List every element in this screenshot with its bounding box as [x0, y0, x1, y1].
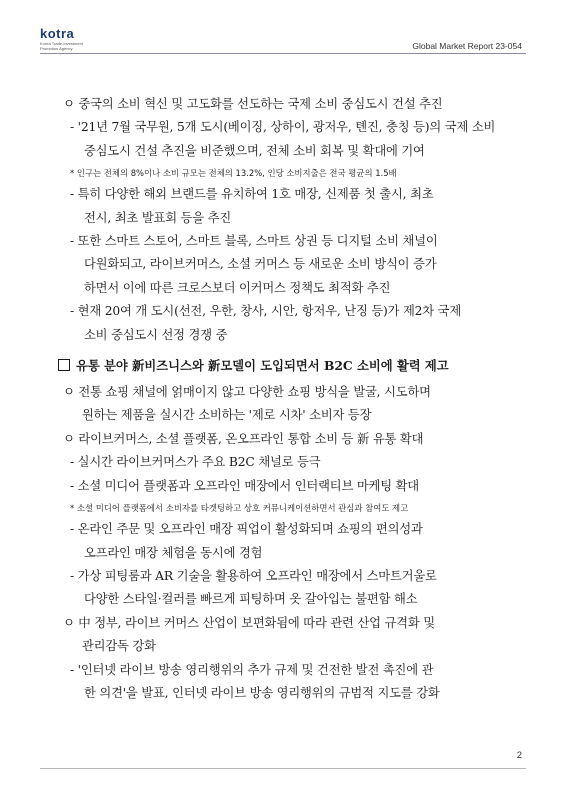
logo-subtitle-2: Promotion Agency: [40, 46, 73, 51]
continuation-line: 전시, 최초 발표회 등을 추진: [84, 210, 232, 225]
footnote-line: * 인구는 전체의 8%이나 소비 규모는 전체의 13.2%, 인당 소비지출은 전국 평균의 1.5배: [70, 168, 397, 179]
continuation-line: 소비 중심도시 선정 경쟁 중: [84, 327, 228, 342]
footnote-line: * 소셜 미디어 플랫폼에서 소비자를 타겟팅하고 상호 커뮤니케이션하면서 관심과 참여도 제고: [70, 503, 409, 514]
continuation-line: 하면서 이에 따른 크로스보더 이커머스 정책도 최적화 추진: [84, 280, 391, 295]
continuation-line: 다양한 스타일·컬러를 빠르게 피팅하며 옷 갈아입는 불편함 해소: [84, 592, 418, 607]
continuation-line: 원하는 제품을 실시간 소비하는 '제로 시차' 소비자 등장: [82, 408, 372, 423]
continuation-line: 한 의견'을 발표, 인터넷 라이브 방송 영리행위의 규범적 지도를 강화: [84, 685, 440, 700]
bullet-line: ㅇ 中 정부, 라이브 커머스 산업이 보편화됨에 따라 관련 산업 규격화 및: [63, 615, 435, 630]
section-heading: [58, 351, 520, 381]
dash-line: - 가상 피팅룸과 AR 기술을 활용하여 오프라인 매장에서 스마트거울로: [70, 568, 437, 583]
continuation-line: 중심도시 건설 추진을 비준했으며, 전체 소비 회복 및 확대에 기여: [84, 143, 425, 158]
continuation-line: 관리감독 강화: [82, 639, 156, 654]
dash-line: - 온라인 주문 및 오프라인 매장 픽업이 활성화되며 쇼핑의 편의성과: [70, 522, 423, 537]
bullet-line: ㅇ 중국의 소비 혁신 및 고도화를 선도하는 국제 소비 중심도시 건설 추진: [63, 97, 443, 111]
report-id: Global Market Report 23-054: [412, 41, 522, 51]
dash-line: - 실시간 라이브커머스가 주요 B2C 채널로 등극: [70, 455, 321, 470]
footer-divider: [40, 768, 526, 769]
continuation-line: 다원화되고, 라이브커머스, 소셜 커머스 등 새로운 소비 방식이 증가: [84, 257, 437, 272]
section-heading-text: 유통 분야 新비즈니스와 新모델이 도입되면서 B2C 소비에 활력 제고: [76, 358, 449, 374]
dash-line: - 현재 20여 개 도시(선전, 우한, 창사, 시안, 항저우, 난징 등)가 제2차 국제: [70, 304, 462, 319]
logo-wordmark: kotra: [40, 26, 75, 41]
checkbox-square-icon: [58, 359, 70, 371]
page-number: 2: [516, 750, 522, 761]
dash-line: - '21년 7월 국무원, 5개 도시(베이징, 상하이, 광저우, 톈진, 충칭 등)의 국제 소비: [70, 120, 496, 135]
dash-line: - '인터넷 라이브 방송 영리행위의 추가 규제 및 건전한 발전 촉진에 관: [70, 662, 434, 677]
continuation-line: 오프라인 매장 체험을 동시에 경험: [84, 545, 263, 560]
bullet-line: ㅇ 라이브커머스, 소셜 플랫폼, 온오프라인 통합 소비 등 新 유통 확대: [63, 431, 424, 446]
dash-line: - 소셜 미디어 플랫폼과 오프라인 매장에서 인터랙티브 마케팅 확대: [70, 478, 419, 493]
header-divider: [40, 53, 526, 54]
kotra-logo: [40, 26, 83, 51]
dash-line: - 또한 스마트 스토어, 스마트 블록, 스마트 상권 등 디지털 소비 채널이: [70, 234, 438, 249]
dash-line: - 특히 다양한 해외 브랜드를 유치하여 1호 매장, 신제품 첫 출시, 최초: [70, 187, 434, 202]
bullet-line: ㅇ 전통 쇼핑 채널에 얽매이지 않고 다양한 쇼핑 방식을 발굴, 시도하며: [63, 385, 431, 400]
document-body: [58, 93, 520, 705]
logo-subtitle-1: Korea Trade-Investment: [40, 41, 83, 46]
